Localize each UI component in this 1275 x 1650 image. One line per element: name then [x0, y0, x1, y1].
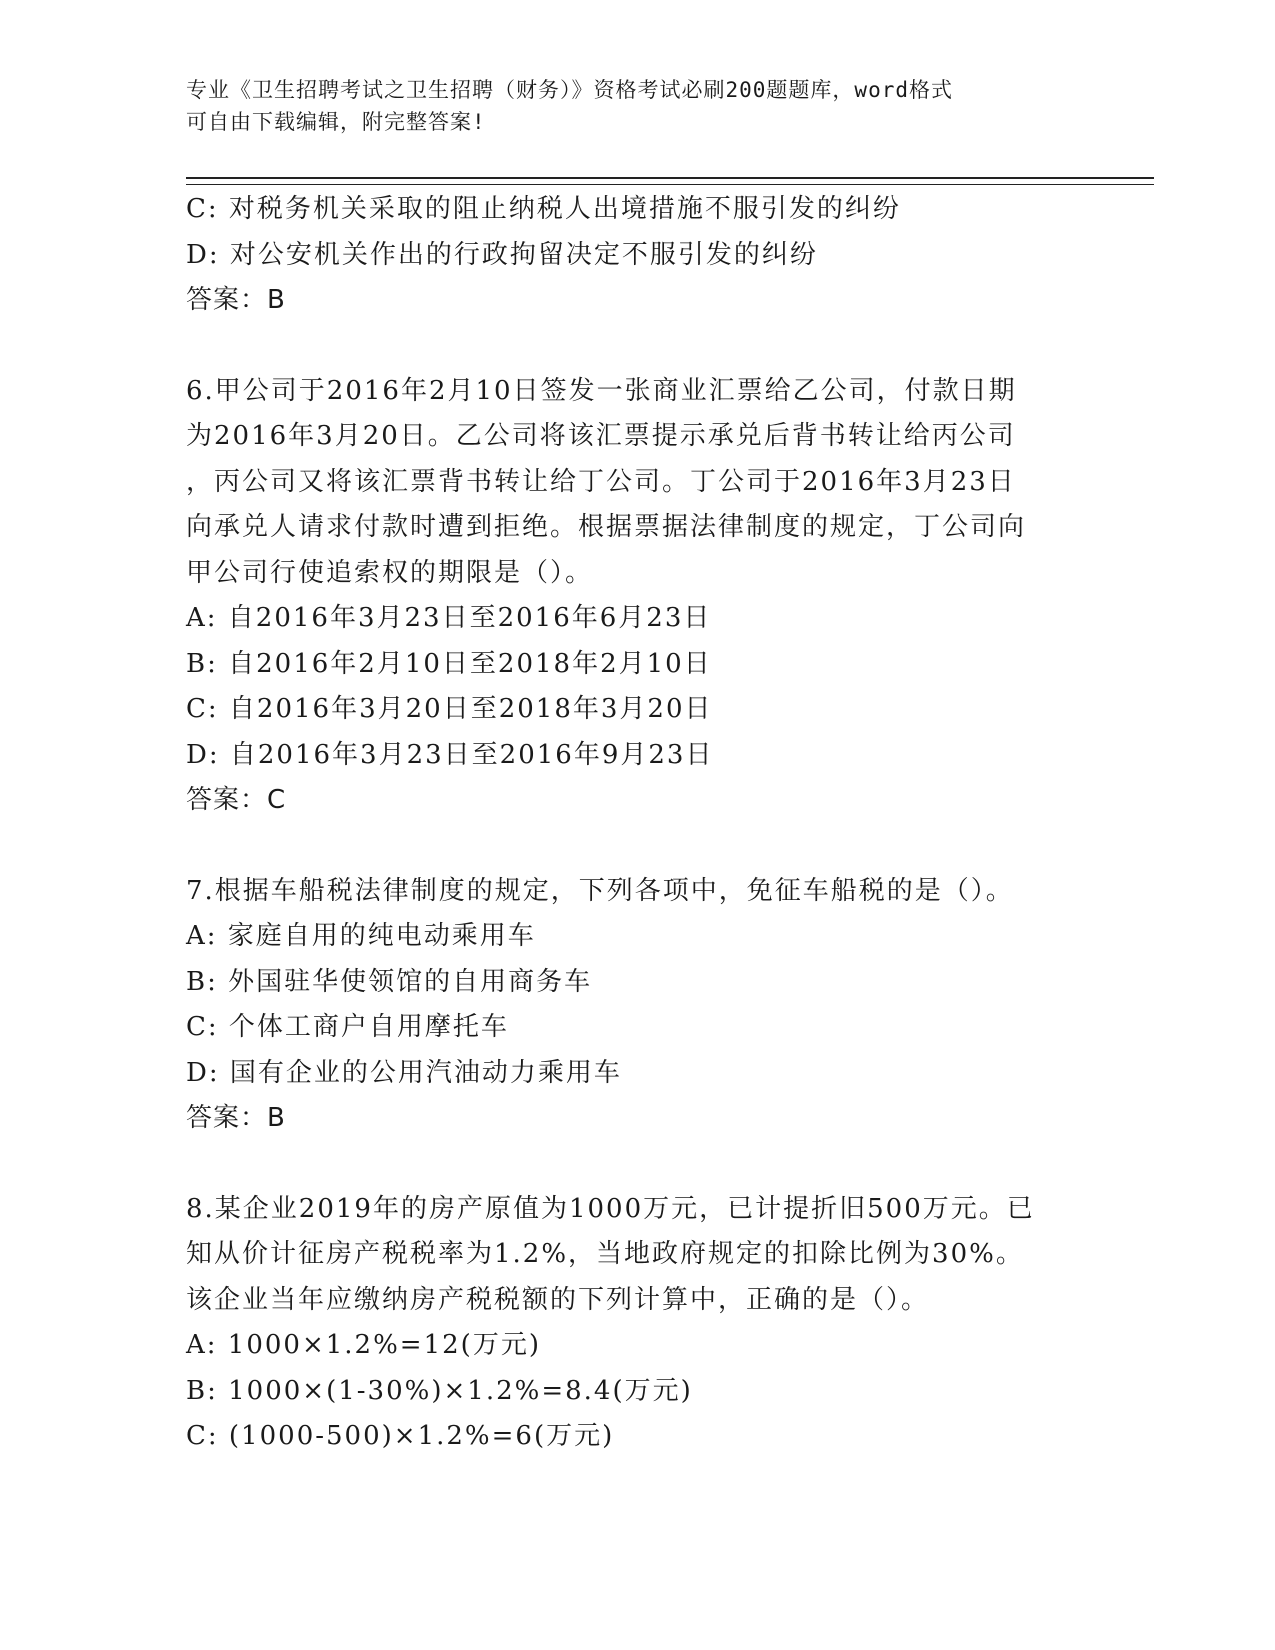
option-c: C: 个体工商户自用摩托车 [186, 1012, 509, 1042]
spacer [186, 1142, 1106, 1187]
question-8 [186, 1187, 1106, 1460]
option-c: C: 对税务机关采取的阻止纳税人出境措施不服引发的纠纷 [186, 194, 901, 224]
option-a: A: 自2016年3月23日至2016年6月23日 [186, 603, 712, 633]
header-line-2: 可自由下载编辑，附完整答案! [186, 110, 486, 134]
page-header [186, 74, 1086, 138]
header-divider [186, 177, 1154, 185]
question-7 [186, 869, 1106, 1142]
question-stem-line: 为2016年3月20日。乙公司将该汇票提示承兑后背书转让给丙公司 [186, 421, 1016, 451]
option-d: D: 国有企业的公用汽油动力乘用车 [186, 1057, 622, 1088]
question-6 [186, 369, 1106, 824]
spacer [186, 324, 1106, 369]
option-c: C: 自2016年3月20日至2018年3月20日 [186, 694, 713, 724]
option-c: C: (1000-500)×1.2%=6(万元) [186, 1421, 615, 1451]
prev-question-tail [186, 187, 1106, 324]
answer-line: 答案：C [186, 785, 287, 815]
option-d: D: 自2016年3月23日至2016年9月23日 [186, 739, 714, 770]
document-body [186, 187, 1106, 1460]
option-b: B: 1000×(1-30%)×1.2%=8.4(万元) [186, 1375, 693, 1406]
option-d: D: 对公安机关作出的行政拘留决定不服引发的纠纷 [186, 239, 818, 270]
answer-line: 答案：B [186, 1103, 286, 1133]
question-stem-line: 6.甲公司于2016年2月10日签发一张商业汇票给乙公司，付款日期 [186, 375, 1017, 406]
question-stem-line: 向承兑人请求付款时遭到拒绝。根据票据法律制度的规定，丁公司向 [186, 512, 1027, 542]
question-stem-line: 7.根据车船税法律制度的规定，下列各项中，免征车船税的是（）。 [186, 875, 1014, 906]
option-b: B: 外国驻华使领馆的自用商务车 [186, 966, 593, 997]
question-stem-line: 8.某企业2019年的房产原值为1000万元，已计提折旧500万元。已 [186, 1193, 1035, 1224]
question-stem-line: ，丙公司又将该汇票背书转让给丁公司。丁公司于2016年3月23日 [186, 466, 1016, 497]
answer-line: 答案：B [186, 285, 286, 315]
spacer [186, 824, 1106, 869]
header-line-1: 专业《卫生招聘考试之卫生招聘（财务）》资格考试必刷200题题库，word格式 [186, 78, 953, 102]
option-b: B: 自2016年2月10日至2018年2月10日 [186, 648, 712, 679]
option-a: A: 家庭自用的纯电动乘用车 [186, 921, 536, 951]
question-stem-line: 该企业当年应缴纳房产税税额的下列计算中，正确的是（）。 [186, 1284, 930, 1315]
question-stem-line: 甲公司行使追索权的期限是（）。 [186, 557, 594, 588]
option-a: A: 1000×1.2%=12(万元) [186, 1330, 541, 1360]
question-stem-line: 知从价计征房产税税率为1.2%，当地政府规定的扣除比例为30%。 [186, 1239, 1024, 1269]
